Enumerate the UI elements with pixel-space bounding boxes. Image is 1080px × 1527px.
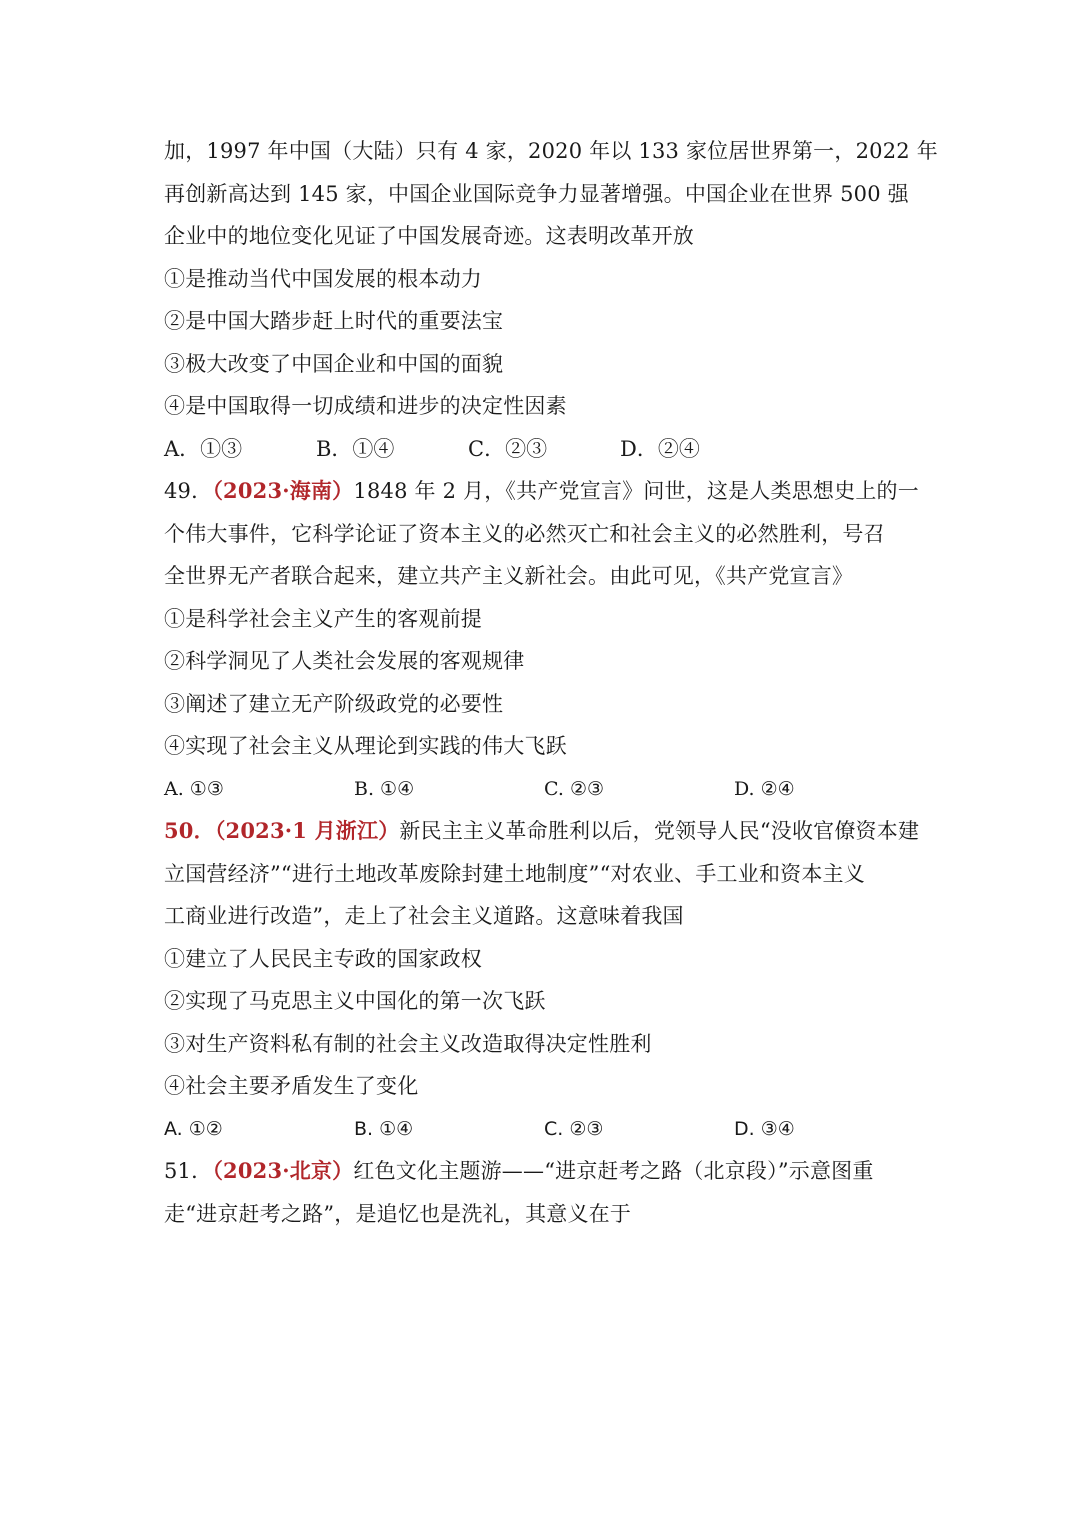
statement-item: ③阐述了建立无产阶级政党的必要性: [164, 691, 504, 716]
statement-item: ③对生产资料私有制的社会主义改造取得决定性胜利: [164, 1031, 652, 1056]
statement-item: ③极大改变了中国企业和中国的面貌: [164, 351, 504, 376]
question-stem: [164, 470, 924, 513]
option-a: A. ①②: [164, 1117, 223, 1140]
statement-item: ①建立了人民民主专政的国家政权: [164, 946, 482, 971]
question-text-line: 走“进京赶考之路”，是追忆也是洗礼，其意义在于: [164, 1201, 632, 1226]
statement-item: ②实现了马克思主义中国化的第一次飞跃: [164, 989, 546, 1013]
question-51: [164, 1150, 924, 1235]
question-text-line: 全世界无产者联合起来，建立共产主义新社会。由此可见，《共产党宣言》: [164, 564, 854, 588]
statement-item: ②是中国大踏步赶上时代的重要法宝: [164, 309, 504, 333]
answer-options: [164, 428, 924, 471]
question-text-line: 企业中的地位变化见证了中国发展奇迹。这表明改革开放: [164, 224, 694, 248]
question-50: [164, 810, 924, 1150]
option-c: C. ②③: [544, 777, 605, 800]
question-text-line: 立国营经济”“进行土地改革废除封建土地制度”“对农业、手工业和资本主义: [164, 861, 865, 886]
question-49: [164, 470, 924, 810]
option-b: B. ①④: [354, 1117, 414, 1140]
question-text: 新民主主义革命胜利以后，党领导人民“没收官僚资本建: [399, 819, 920, 843]
question-text: 红色文化主题游——“进京赶考之路（北京段）”示意图重: [353, 1159, 874, 1183]
question-number: 49．: [164, 479, 213, 503]
question-source: （2023·1 月浙江）: [214, 818, 400, 843]
answer-options: [164, 768, 924, 811]
option-d: D. ③④: [734, 1117, 795, 1140]
answer-options: [164, 1108, 924, 1151]
statement-item: ④是中国取得一切成绩和进步的决定性因素: [164, 394, 567, 418]
question-text: 1848 年 2 月，《共产党宣言》问世，这是人类思想史上的一: [353, 479, 919, 503]
option-d: D．②④: [620, 436, 700, 461]
question-source: （2023·海南）: [212, 478, 354, 503]
question-text-line: 个伟大事件，它科学论证了资本主义的必然灭亡和社会主义的必然胜利，号召: [164, 521, 885, 546]
question-text-line: 再创新高达到 145 家，中国企业国际竞争力显著增强。中国企业在世界 500 强: [164, 181, 909, 206]
question-stem: [164, 810, 924, 853]
statement-item: ①是推动当代中国发展的根本动力: [164, 266, 482, 291]
option-c: C. ②③: [544, 1117, 604, 1140]
question-48: [164, 130, 938, 470]
option-a: A．①③: [164, 436, 243, 461]
question-stem: [164, 1150, 924, 1193]
statement-item: ②科学洞见了人类社会发展的客观规律: [164, 649, 525, 673]
question-text-line: 工商业进行改造”，走上了社会主义道路。这意味着我国: [164, 904, 684, 928]
question-source: （2023·北京）: [212, 1158, 354, 1183]
question-number: 50．: [164, 818, 215, 843]
document-page: [164, 130, 938, 1235]
statement-item: ①是科学社会主义产生的客观前提: [164, 606, 482, 631]
option-b: B. ①④: [354, 777, 415, 800]
option-a: A. ①③: [164, 777, 224, 800]
option-b: B．①④: [316, 436, 395, 461]
question-text-line: 加，1997 年中国（大陆）只有 4 家，2020 年以 133 家位居世界第一，2022 年: [164, 139, 938, 163]
option-c: C．②③: [468, 436, 548, 461]
statement-item: ④社会主要矛盾发生了变化: [164, 1074, 419, 1098]
question-number: 51．: [164, 1159, 213, 1183]
statement-item: ④实现了社会主义从理论到实践的伟大飞跃: [164, 734, 567, 758]
option-d: D. ②④: [734, 777, 795, 800]
